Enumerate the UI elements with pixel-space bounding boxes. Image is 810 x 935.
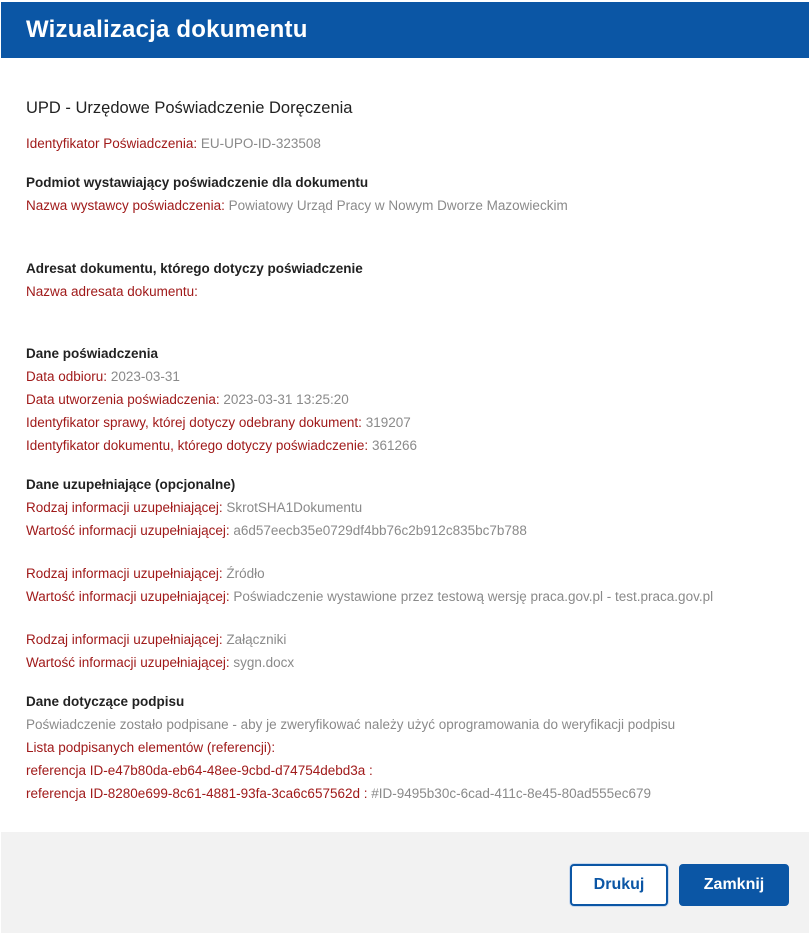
identifier-value: EU-UPO-ID-323508 bbox=[200, 136, 321, 151]
certificate-row bbox=[26, 365, 801, 388]
supplementary-type-value: Źródło bbox=[226, 566, 265, 581]
certificate-row bbox=[26, 388, 801, 411]
supplementary-value-label: Wartość informacji uzupełniającej: bbox=[26, 589, 230, 604]
signed-elements-label: Lista podpisanych elementów (referencji): bbox=[26, 740, 276, 755]
case-id-value: 319207 bbox=[365, 415, 411, 430]
dialog-title: Wizualizacja dokumentu bbox=[26, 16, 308, 43]
reference-value: #ID-9495b30c-6cad-411c-8e45-80ad555ec679 bbox=[371, 786, 651, 801]
supplementary-row bbox=[26, 628, 801, 651]
supplementary-type-value: Załączniki bbox=[226, 632, 287, 647]
supplementary-row bbox=[26, 651, 801, 674]
document-title: UPD - Urzędowe Poświadczenie Doręczenia bbox=[26, 99, 353, 117]
issuer-heading: Podmiot wystawiający poświadczenie dla dokumentu bbox=[26, 175, 369, 190]
dialog-header bbox=[1, 2, 809, 58]
reference-label: referencja ID-e47b80da-eb64-48ee-9cbd-d74754debd3a : bbox=[26, 763, 373, 778]
issuer-row bbox=[26, 194, 801, 217]
supplementary-type-label: Rodzaj informacji uzupełniającej: bbox=[26, 500, 223, 515]
creation-date-label: Data utworzenia poświadczenia: bbox=[26, 392, 220, 407]
supplementary-row bbox=[26, 519, 801, 542]
dialog-footer bbox=[1, 832, 809, 933]
reference-row bbox=[26, 782, 801, 805]
supplementary-type-label: Rodzaj informacji uzupełniającej: bbox=[26, 566, 223, 581]
supplementary-type-label: Rodzaj informacji uzupełniającej: bbox=[26, 632, 223, 647]
certificate-row bbox=[26, 434, 801, 457]
identifier-label: Identyfikator Poświadczenia: bbox=[26, 136, 198, 151]
supplementary-value-value: sygn.docx bbox=[233, 655, 295, 670]
supplementary-row bbox=[26, 562, 801, 585]
issuer-name-label: Nazwa wystawcy poświadczenia: bbox=[26, 198, 225, 213]
certificate-row bbox=[26, 411, 801, 434]
document-content[interactable] bbox=[26, 97, 801, 832]
supplementary-value-label: Wartość informacji uzupełniającej: bbox=[26, 523, 230, 538]
issuer-name-value: Powiatowy Urząd Pracy w Nowym Dworze Mazowieckim bbox=[228, 198, 568, 213]
case-id-label: Identyfikator sprawy, której dotyczy odebrany dokument: bbox=[26, 415, 362, 430]
creation-date-value: 2023-03-31 13:25:20 bbox=[223, 392, 349, 407]
supplementary-row bbox=[26, 585, 801, 608]
document-preview-dialog bbox=[1, 1, 809, 933]
signature-note: Poświadczenie zostało podpisane - aby je zweryfikować należy użyć oprogramowania do weryfikacji podpisu bbox=[26, 717, 676, 732]
identifier-row bbox=[26, 132, 801, 155]
close-button[interactable]: Zamknij bbox=[679, 864, 789, 906]
supplementary-value-label: Wartość informacji uzupełniającej: bbox=[26, 655, 230, 670]
receipt-date-label: Data odbioru: bbox=[26, 369, 108, 384]
addressee-heading: Adresat dokumentu, którego dotyczy poświadczenie bbox=[26, 261, 363, 276]
reference-row bbox=[26, 759, 801, 782]
document-id-label: Identyfikator dokumentu, którego dotyczy poświadczenie: bbox=[26, 438, 369, 453]
supplementary-row bbox=[26, 496, 801, 519]
supplementary-type-value: SkrotSHA1Dokumentu bbox=[226, 500, 363, 515]
document-id-value: 361266 bbox=[371, 438, 418, 453]
signature-heading: Dane dotyczące podpisu bbox=[26, 694, 185, 709]
supplementary-heading: Dane uzupełniające (opcjonalne) bbox=[26, 477, 236, 492]
certificate-heading: Dane poświadczenia bbox=[26, 346, 159, 361]
print-button[interactable]: Drukuj bbox=[570, 864, 668, 906]
reference-label: referencja ID-8280e699-8c61-4881-93fa-3ca6c657562d : bbox=[26, 786, 368, 801]
addressee-row bbox=[26, 280, 801, 303]
addressee-name-label: Nazwa adresata dokumentu: bbox=[26, 284, 198, 299]
receipt-date-value: 2023-03-31 bbox=[110, 369, 180, 384]
supplementary-value-value: Poświadczenie wystawione przez testową wersję praca.gov.pl - test.praca.gov.pl bbox=[233, 589, 714, 604]
supplementary-value-value: a6d57eecb35e0729df4bb76c2b912c835bc7b788 bbox=[233, 523, 527, 538]
